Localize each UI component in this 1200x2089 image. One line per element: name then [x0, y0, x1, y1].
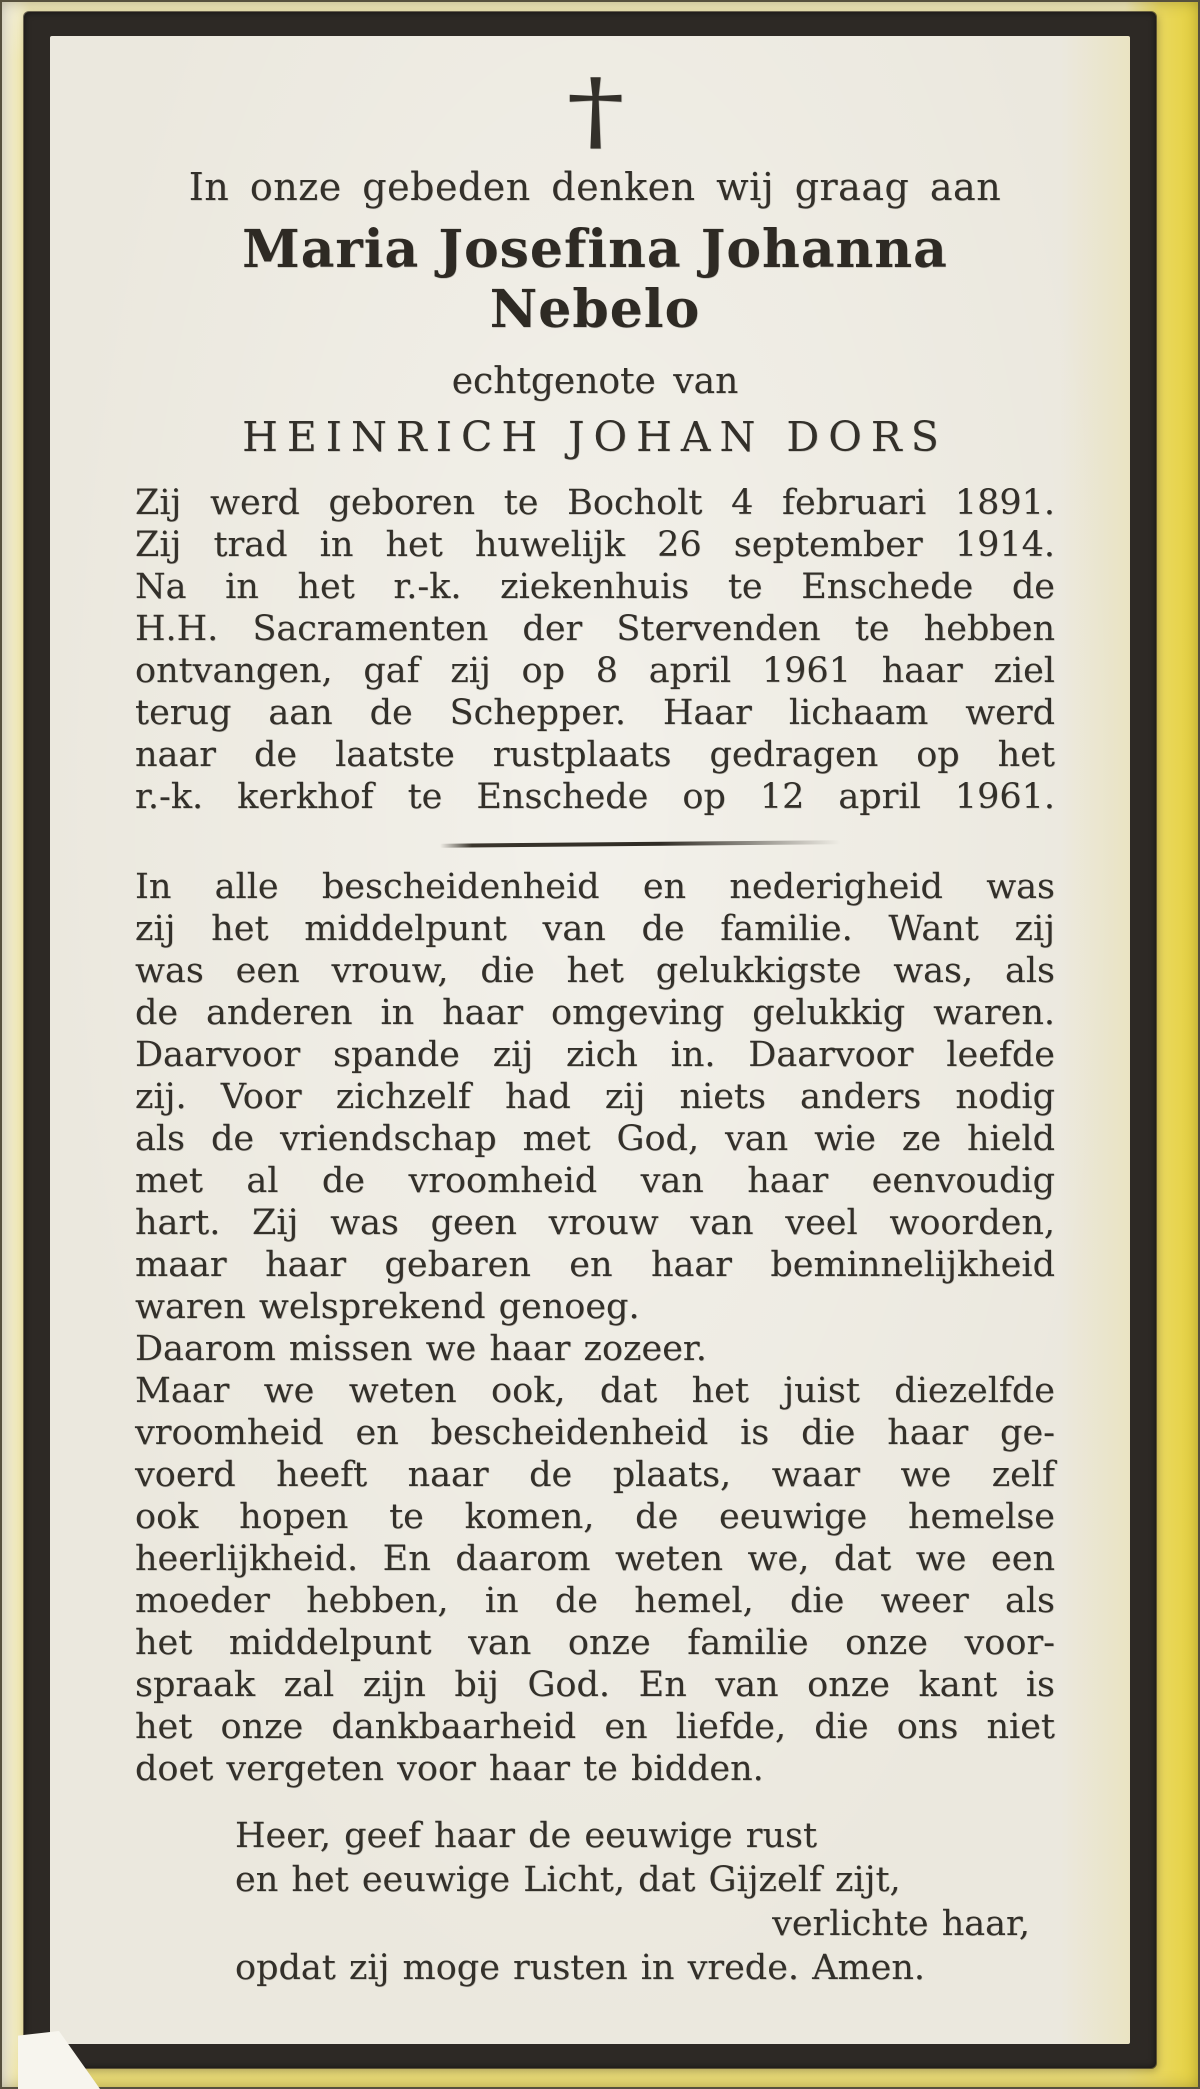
biography-line: naar de laatste rustplaats gedragen op het [135, 735, 1055, 775]
memorial-line: doet vergeten voor haar te bidden. [135, 1749, 764, 1789]
biography-line: Zij werd geboren te Bocholt 4 februari 1891. [135, 483, 1055, 523]
prayer-line: en het eeuwige Licht, dat Gijzelf zijt, [235, 1860, 901, 1900]
prayer-line: opdat zij moge rusten in vrede. Amen. [235, 1948, 926, 1988]
card-paper [50, 36, 1130, 2044]
memorial-line: voerd heeft naar de plaats, waar we zelf [135, 1455, 1055, 1495]
memorial-line: Daarom missen we haar zozeer. [135, 1329, 707, 1369]
cross-glyph: † [565, 61, 625, 161]
biography-line: Zij trad in het huwelijk 26 september 1914. [135, 525, 1055, 565]
memorial-line: zij het middelpunt van de familie. Want zij [135, 909, 1055, 949]
biography-line: ontvangen, gaf zij op 8 april 1961 haar ziel [135, 651, 1055, 691]
memorial-line: heerlijkheid. En daarom weten we, dat we een [135, 1539, 1055, 1579]
prayer-line: Heer, geef haar de eeuwige rust [235, 1816, 818, 1856]
memorial-line: moeder hebben, in de hemel, die weer als [135, 1581, 1055, 1621]
memorial-line: Maar we weten ook, dat het juist diezelfde [135, 1371, 1055, 1411]
memorial-sentence [135, 1328, 1055, 1370]
biography-line: r.-k. kerkhof te Enschede op 12 april 1961. [135, 777, 1055, 817]
memorial-line: de anderen in haar omgeving gelukkig waren. [135, 993, 1055, 1033]
memorial-line: hart. Zij was geen vrouw van veel woorden, [135, 1203, 1055, 1243]
memorial-line: Daarvoor spande zij zich in. Daarvoor leefde [135, 1035, 1055, 1075]
memorial-line: ook hopen te komen, de eeuwige hemelse [135, 1497, 1055, 1537]
spouse-name: HEINRICH JOHAN DORS [242, 413, 948, 461]
memorial-line: als de vriendschap met God, van wie ze hield [135, 1119, 1055, 1159]
prayer-line: verlichte haar, [772, 1904, 1030, 1944]
memorial-line: spraak zal zijn bij God. En van onze kant is [135, 1665, 1055, 1705]
biography-line: H.H. Sacramenten der Stervenden te hebben [135, 609, 1055, 649]
memorial-line: het onze dankbaarheid en liefde, die ons niet [135, 1707, 1055, 1747]
memorial-line: was een vrouw, die het gelukkigste was, als [135, 951, 1055, 991]
memorial-line: vroomheid en bescheidenheid is die haar ge- [135, 1413, 1055, 1453]
memorial-paragraph-2 [135, 1370, 1055, 1790]
latin-cross-icon [135, 61, 1055, 161]
intro-line: In onze gebeden denken wij graag aan [188, 165, 1002, 209]
memorial-line: het middelpunt van onze familie onze voor- [135, 1623, 1055, 1663]
prayer-paragraph [135, 1814, 1055, 1990]
memorial-line: waren welsprekend genoeg. [135, 1287, 640, 1327]
section-divider [440, 840, 840, 847]
memorial-line: met al de vroomheid van haar eenvoudig [135, 1161, 1055, 1201]
biography-line: Na in het r.-k. ziekenhuis te Enschede de [135, 567, 1055, 607]
memorial-line: maar haar gebaren en haar beminnelijkheid [135, 1245, 1055, 1285]
memorial-paragraph-1 [135, 866, 1055, 1328]
memorial-line: In alle bescheidenheid en nederigheid was [135, 867, 1055, 907]
relation-line: echtgenote van [451, 361, 739, 402]
deceased-name: Maria Josefina Johanna Nebelo [242, 219, 948, 340]
mourning-border-frame [24, 12, 1156, 2068]
memorial-line: zij. Voor zichzelf had zij niets anders nodig [135, 1077, 1055, 1117]
biography-line: terug aan de Schepper. Haar lichaam werd [135, 693, 1055, 733]
biography-paragraph [135, 482, 1055, 818]
